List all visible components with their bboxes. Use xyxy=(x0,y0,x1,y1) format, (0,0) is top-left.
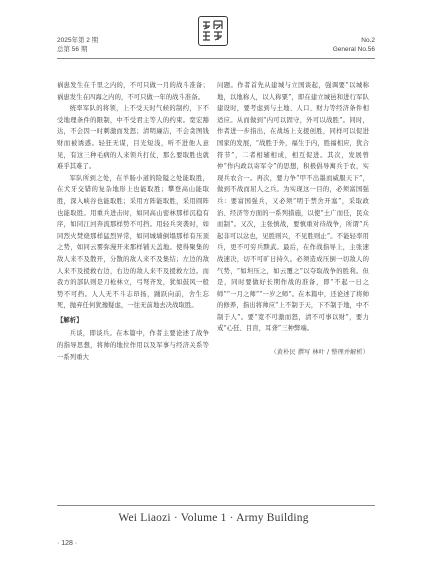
right-text-column xyxy=(217,80,369,359)
analysis-heading: 【解析】 xyxy=(57,316,83,324)
body-paragraph: 问题。作者首先从建城与立国谈起，强调要“以城称地，以地称人，以人称粟”，即在建立城邑和进行军队建设时，要考虑到与土地、人口、财力等经济条件相适应。从而做到“内可以固守，外可以战胜”。同时，作者进一步指出，在战场上支援创胜，同样可以促进国家的发展，“战胜于外，福生于内，胜福相应，犹合符节”，二者相辅相成，相互促进。其次，发展曾仲“作内政以寄军令”的思想，积极倡导寓兵于农，实现兵农合一。再次，要力争“甲不出墨而威服天下”，做到不战而屈人之兵。为实现这一目的，必须富国强兵：要富国强兵，又必须“明于禁舍开塞”，采取政治、经济等方面的一系列措施，以使“土广而任，民众而制”。又次，主张慎战，要慎重对待战争，所谓“兵起非可以忿也，见胜则兴，不见胜则止”。不能轻率用兵，更不可穷兵黩武。最后，在作战指导上，主张速战速决，切不可旷日持久。必须造成压倒一切敌人的气势，“如坦压之，如云覆之”以夺取战争的胜利。但是，同时要做好长期作战的准备，即“不起一日之师”“一月之师”“一岁之师”。在本篇中，还论述了将帅的修养，指出将帅应“上不制于天，下不制于地，中不制于人”。要“宽不可激而怒，清不可事以财”，要力戒“心狂、目盲，耳聋”三种弊端。 xyxy=(217,82,369,333)
body-paragraph: 祸患发生在千里之内的，不可只做一月的战斗准备；祸患发生在四海之内的，不可只做一年的战斗准备。 xyxy=(57,82,209,101)
page-number: · 128 · xyxy=(57,540,78,547)
analysis-paragraph: 兵谈，即谈兵。在本篇中，作者主要论述了战争的指导思想，将帅的地位作用以及军事与经济关系等一系列重大 xyxy=(57,330,209,361)
page-header xyxy=(0,0,427,70)
issue-number-cn: 2025年第 2 期 xyxy=(57,37,99,44)
issue-info-chinese xyxy=(57,36,98,54)
issue-total-cn: 总第 56 期 xyxy=(57,46,88,53)
issue-info-english xyxy=(333,36,375,54)
body-paragraph: 统率军队的将领，上不受天时气候的制约，下不受地理条件的限制，中不受君主等人的约束。宽宏豁达，不会因一时刺激而发怒；清明廉洁，不会贪图钱财而被诱惑。轻狂无谋，目光短浅，听不进他人意见，有这三种毛病的人来领兵打仗，那么要取胜也就难乎其难了。 xyxy=(57,105,209,171)
issue-number-en: No.2 xyxy=(361,37,375,44)
running-footer-title: Wei Liaozi · Volume 1 · Army Building xyxy=(118,512,309,524)
footer-divider xyxy=(57,505,375,506)
seal-glyphs-icon xyxy=(199,17,226,44)
body-paragraph: 军队所到之处，在羊肠小道的险隘之处能取胜，在犬牙交错的复杂地形上也能取胜；攀登高山能取胜，深入峡谷也能取胜；采用方阵能取胜，采用圆阵也能取胜。用重兵进击时，如同高山密林那样沉稳有序，如同江河奔流那样势不可挡。用轻兵突袭时，如同烈火焚烧那样猛烈异常，如同城墙倒塌那样有压顶之势，如同云雾弥漫开来那样铺天盖地。使得聚集的敌人来不及散开，分散的敌人来不及集结；左边的敌人来不及援救右边，右边的敌人来不及援救左边。而我方的部队则是刀枪林立，弓弩齐发，犹如鼓风一般势不可挡。人人无不斗志昂扬，踊跃向前，舍生忘死，抛弃任何犹豫疑虑，一往无前地去决战取胜。 xyxy=(57,174,209,310)
author-credit: （黄朴民 撰写 林叶 / 整理并解析） xyxy=(270,349,369,357)
issue-total-en: General No.56 xyxy=(332,46,375,53)
journal-seal-logo xyxy=(198,16,228,46)
left-text-column xyxy=(57,80,209,363)
header-divider xyxy=(57,58,375,59)
